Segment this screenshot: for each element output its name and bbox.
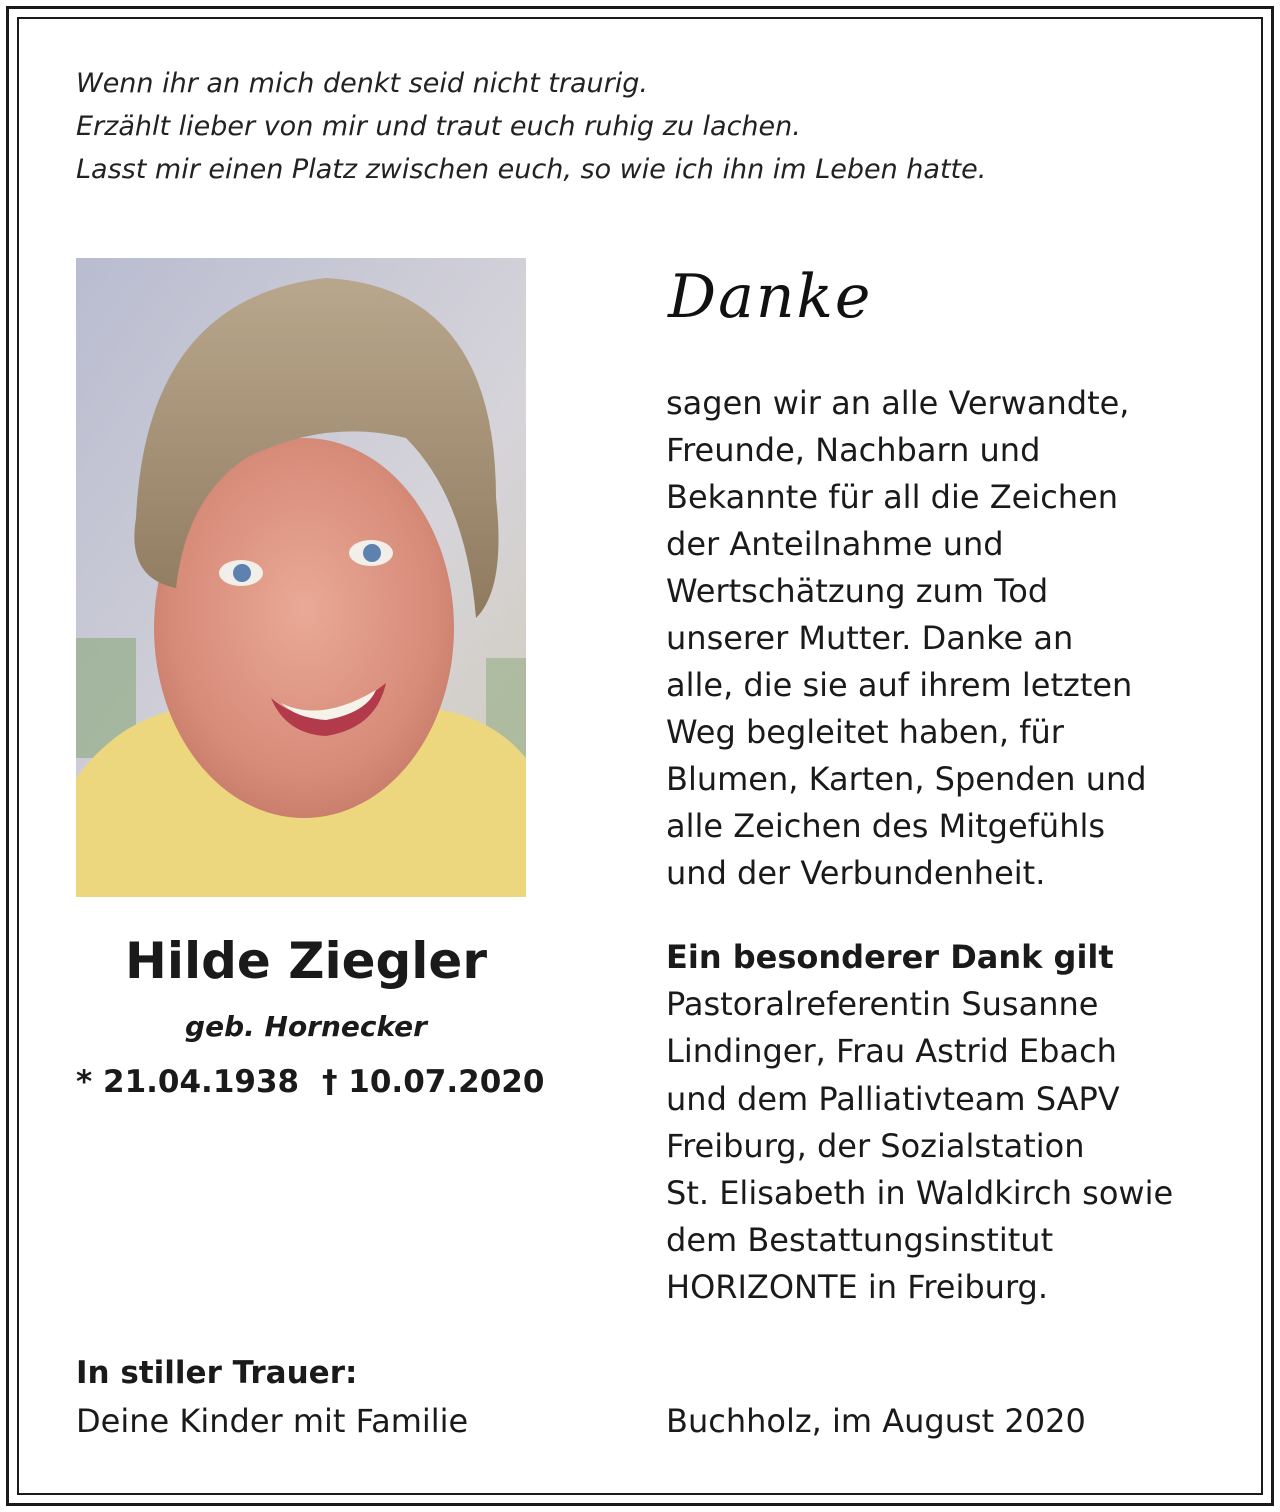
thanks-line: alle, die sie auf ihrem letzten [666, 666, 1133, 704]
place-date: Buchholz, im August 2020 [666, 1402, 1086, 1440]
portrait-photo [76, 258, 526, 897]
maiden-name: geb. Hornecker [185, 1010, 427, 1043]
mourners-text: Deine Kinder mit Familie [76, 1402, 469, 1440]
special-thanks-line: St. Elisabeth in Waldkirch sowie [666, 1174, 1174, 1213]
birth-date: * 21.04.1938 [76, 1064, 300, 1100]
poem-line: Wenn ihr an mich denkt seid nicht traurig. [76, 68, 648, 99]
special-thanks-line: Freiburg, der Sozialstation [666, 1126, 1085, 1165]
special-thanks-line: Lindinger, Frau Astrid Ebach [666, 1032, 1117, 1071]
thanks-line: sagen wir an alle Verwandte, [666, 384, 1130, 422]
thanks-line: Blumen, Karten, Spenden und [666, 760, 1147, 798]
special-thanks [666, 934, 1226, 1312]
special-thanks-line: Pastoralreferentin Susanne [666, 985, 1099, 1024]
mourners-label: In stiller Trauer: [76, 1355, 358, 1391]
thanks-line: Weg begleitet haben, für [666, 713, 1064, 751]
special-thanks-line: HORIZONTE in Freiburg. [666, 1268, 1049, 1307]
thanks-line: alle Zeichen des Mitgefühls [666, 807, 1106, 845]
thanks-line: Bekannte für all die Zeichen [666, 478, 1119, 516]
poem-line: Erzählt lieber von mir und traut euch ruhig zu lachen. [76, 111, 801, 142]
thanks-text [666, 380, 1226, 897]
special-thanks-line: und dem Palliativteam SAPV [666, 1079, 1120, 1118]
deceased-name: Hilde Ziegler [124, 932, 488, 990]
thanks-line: Wertschätzung zum Tod [666, 572, 1049, 610]
thanks-line: unserer Mutter. Danke an [666, 619, 1074, 657]
poem [76, 62, 1176, 191]
poem-line: Lasst mir einen Platz zwischen euch, so wie ich ihn im Leben hatte. [76, 154, 987, 185]
thanks-line: und der Verbundenheit. [666, 854, 1046, 892]
thanks-heading: Danke [668, 262, 873, 332]
thanks-line: der Anteilnahme und [666, 525, 1004, 563]
special-thanks-line: dem Bestattungsinstitut [666, 1221, 1054, 1260]
thanks-line: Freunde, Nachbarn und [666, 431, 1041, 469]
special-thanks-heading: Ein besonderer Dank gilt [666, 938, 1114, 976]
death-date: † 10.07.2020 [322, 1064, 545, 1100]
